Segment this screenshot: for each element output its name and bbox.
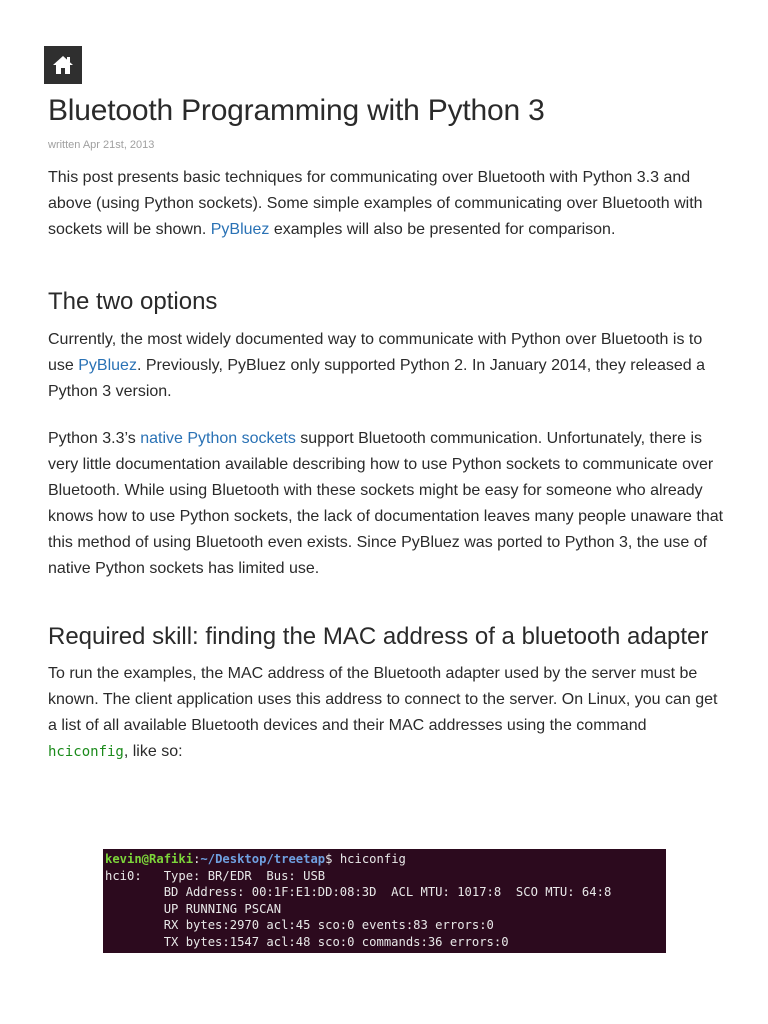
pybluez-link[interactable]: PyBluez xyxy=(210,221,270,238)
intro-paragraph xyxy=(48,165,728,243)
page-title: Bluetooth Programming with Python 3 xyxy=(48,94,545,127)
terminal-separator: : xyxy=(193,852,201,866)
intro-text-b: examples will also be presented for comparison. xyxy=(269,221,616,238)
inline-code-hciconfig: hciconfig xyxy=(48,744,124,760)
terminal-command: $ hciconfig xyxy=(325,852,406,866)
terminal-output-line: TX bytes:1547 acl:48 sco:0 commands:36 errors:0 xyxy=(105,934,509,949)
options-paragraph-2 xyxy=(48,426,728,582)
post-date: written Apr 21st, 2013 xyxy=(48,139,155,151)
skill-text-a: To run the examples, the MAC address of the Bluetooth adapter used by the server must be known. The client application uses this address to connect to the server. On Linux, you can get a list of all available Bluetooth devices and their MAC addresses using the command xyxy=(48,665,718,734)
terminal-path: ~/Desktop/treetap xyxy=(200,852,326,866)
section-heading-skill: Required skill: finding the MAC address of a bluetooth adapter xyxy=(48,623,709,650)
options-p2-text-a: Python 3.3’s xyxy=(48,430,141,447)
home-icon xyxy=(52,55,74,75)
terminal-output-line: RX bytes:2970 acl:45 sco:0 events:83 errors:0 xyxy=(105,918,494,933)
home-button[interactable] xyxy=(44,46,82,84)
skill-text-b: , like so: xyxy=(123,743,183,760)
options-p2-text-b: support Bluetooth communication. Unfortunately, there is very little documentation available describing how to use Python sockets to communicate over Bluetooth. While using Bluetooth with these sockets might be easy for someone who already knows how to use Python sockets, the lack of documentation leaves many people unaware that this method of using Bluetooth even exists. Since PyBluez was ported to Python 3, the use of native Python sockets has limited use. xyxy=(48,430,724,577)
skill-paragraph xyxy=(48,661,728,765)
pybluez-link-2[interactable]: PyBluez xyxy=(78,357,137,374)
terminal-output-line: BD Address: 00:1F:E1:DD:08:3D ACL MTU: 1017:8 SCO MTU: 64:8 xyxy=(105,885,612,900)
options-paragraph-1 xyxy=(48,327,728,405)
terminal-user-host: kevin@Rafiki xyxy=(105,852,194,866)
section-heading-options: The two options xyxy=(48,288,218,315)
terminal-prompt-line xyxy=(105,851,666,868)
terminal-output-line: hci0: Type: BR/EDR Bus: USB xyxy=(105,868,326,883)
terminal-screenshot xyxy=(103,849,666,953)
options-p1-text-a: Currently, the most widely documented way to communicate with Python over Bluetooth is to use xyxy=(48,331,703,374)
native-sockets-link[interactable]: native Python sockets xyxy=(140,430,296,447)
article-body xyxy=(48,165,728,765)
terminal-output-line: UP RUNNING PSCAN xyxy=(105,901,282,916)
intro-text-a: This post presents basic techniques for communicating over Bluetooth with Python 3.3 and above (using Python sockets). Some simple examples of communicating over Bluetooth with sockets will be shown. xyxy=(48,169,703,238)
options-p1-text-b: . Previously, PyBluez only supported Python 2. In January 2014, they released a Python 3 version. xyxy=(48,357,705,400)
